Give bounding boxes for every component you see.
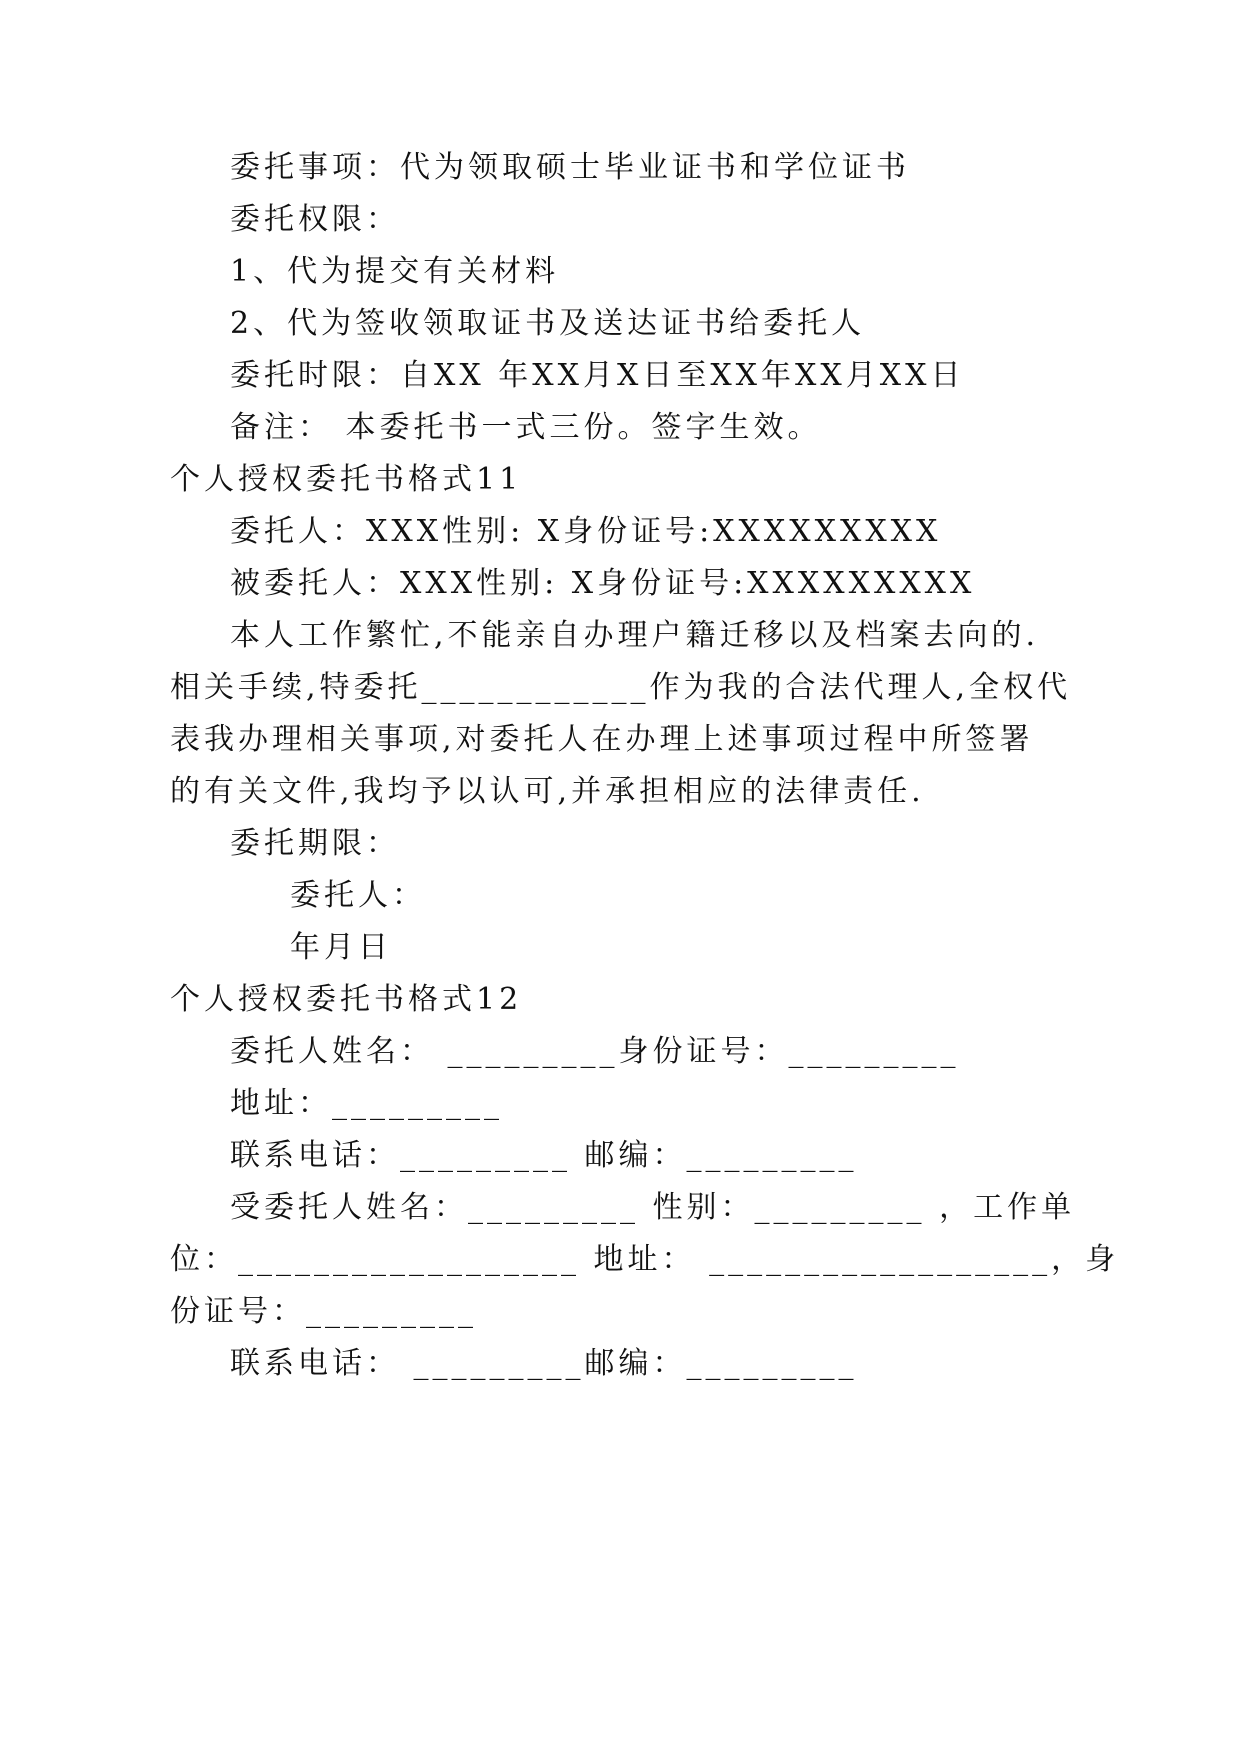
date-label: 年月日 xyxy=(290,930,392,965)
form-line: 地址：_________ xyxy=(230,1086,503,1121)
form-line: 委托人姓名： _________身份证号：_________ xyxy=(230,1034,960,1069)
body-text-line: 的有关文件,我均予以认可,并承担相应的法律责任. xyxy=(170,774,925,809)
form-line: 受委托人姓名：_________ 性别：_________ ，工作单 xyxy=(230,1190,1076,1225)
section-title: 个人授权委托书格式12 xyxy=(170,982,523,1017)
authority-item: 2、代为签收领取证书及送达证书给委托人 xyxy=(230,306,866,341)
authority-item: 1、代为提交有关材料 xyxy=(230,254,560,289)
form-line: 位：__________________ 地址： __________________，身 xyxy=(170,1242,1120,1277)
body-text-line: 本人工作繁忙,不能亲自办理户籍迁移以及档案去向的. xyxy=(230,618,1040,653)
form-line: 联系电话：_________ 邮编：_________ xyxy=(230,1138,858,1173)
signer-label: 委托人： xyxy=(290,878,426,913)
entrust-term-line: 委托时限：自XX 年XX月X日至XX年XX月XX日 xyxy=(230,358,965,393)
body-text-line: 相关手续,特委托____________作为我的合法代理人,全权代 xyxy=(170,670,1072,705)
note-line: 备注： 本委托书一式三份。签字生效。 xyxy=(230,410,822,445)
section-title: 个人授权委托书格式11 xyxy=(170,462,523,497)
principal-line: 委托人：XXX性别: X身份证号:XXXXXXXXX xyxy=(230,514,942,549)
authority-label: 委托权限： xyxy=(230,202,400,237)
agent-line: 被委托人：XXX性别: X身份证号:XXXXXXXXX xyxy=(230,566,976,601)
period-label: 委托期限： xyxy=(230,826,400,861)
form-line: 份证号：_________ xyxy=(170,1294,477,1329)
body-text-line: 表我办理相关事项,对委托人在办理上述事项过程中所签署 xyxy=(170,722,1034,757)
form-line: 联系电话： _________邮编：_________ xyxy=(230,1346,858,1381)
entrust-matter-line: 委托事项：代为领取硕士毕业证书和学位证书 xyxy=(230,150,910,185)
